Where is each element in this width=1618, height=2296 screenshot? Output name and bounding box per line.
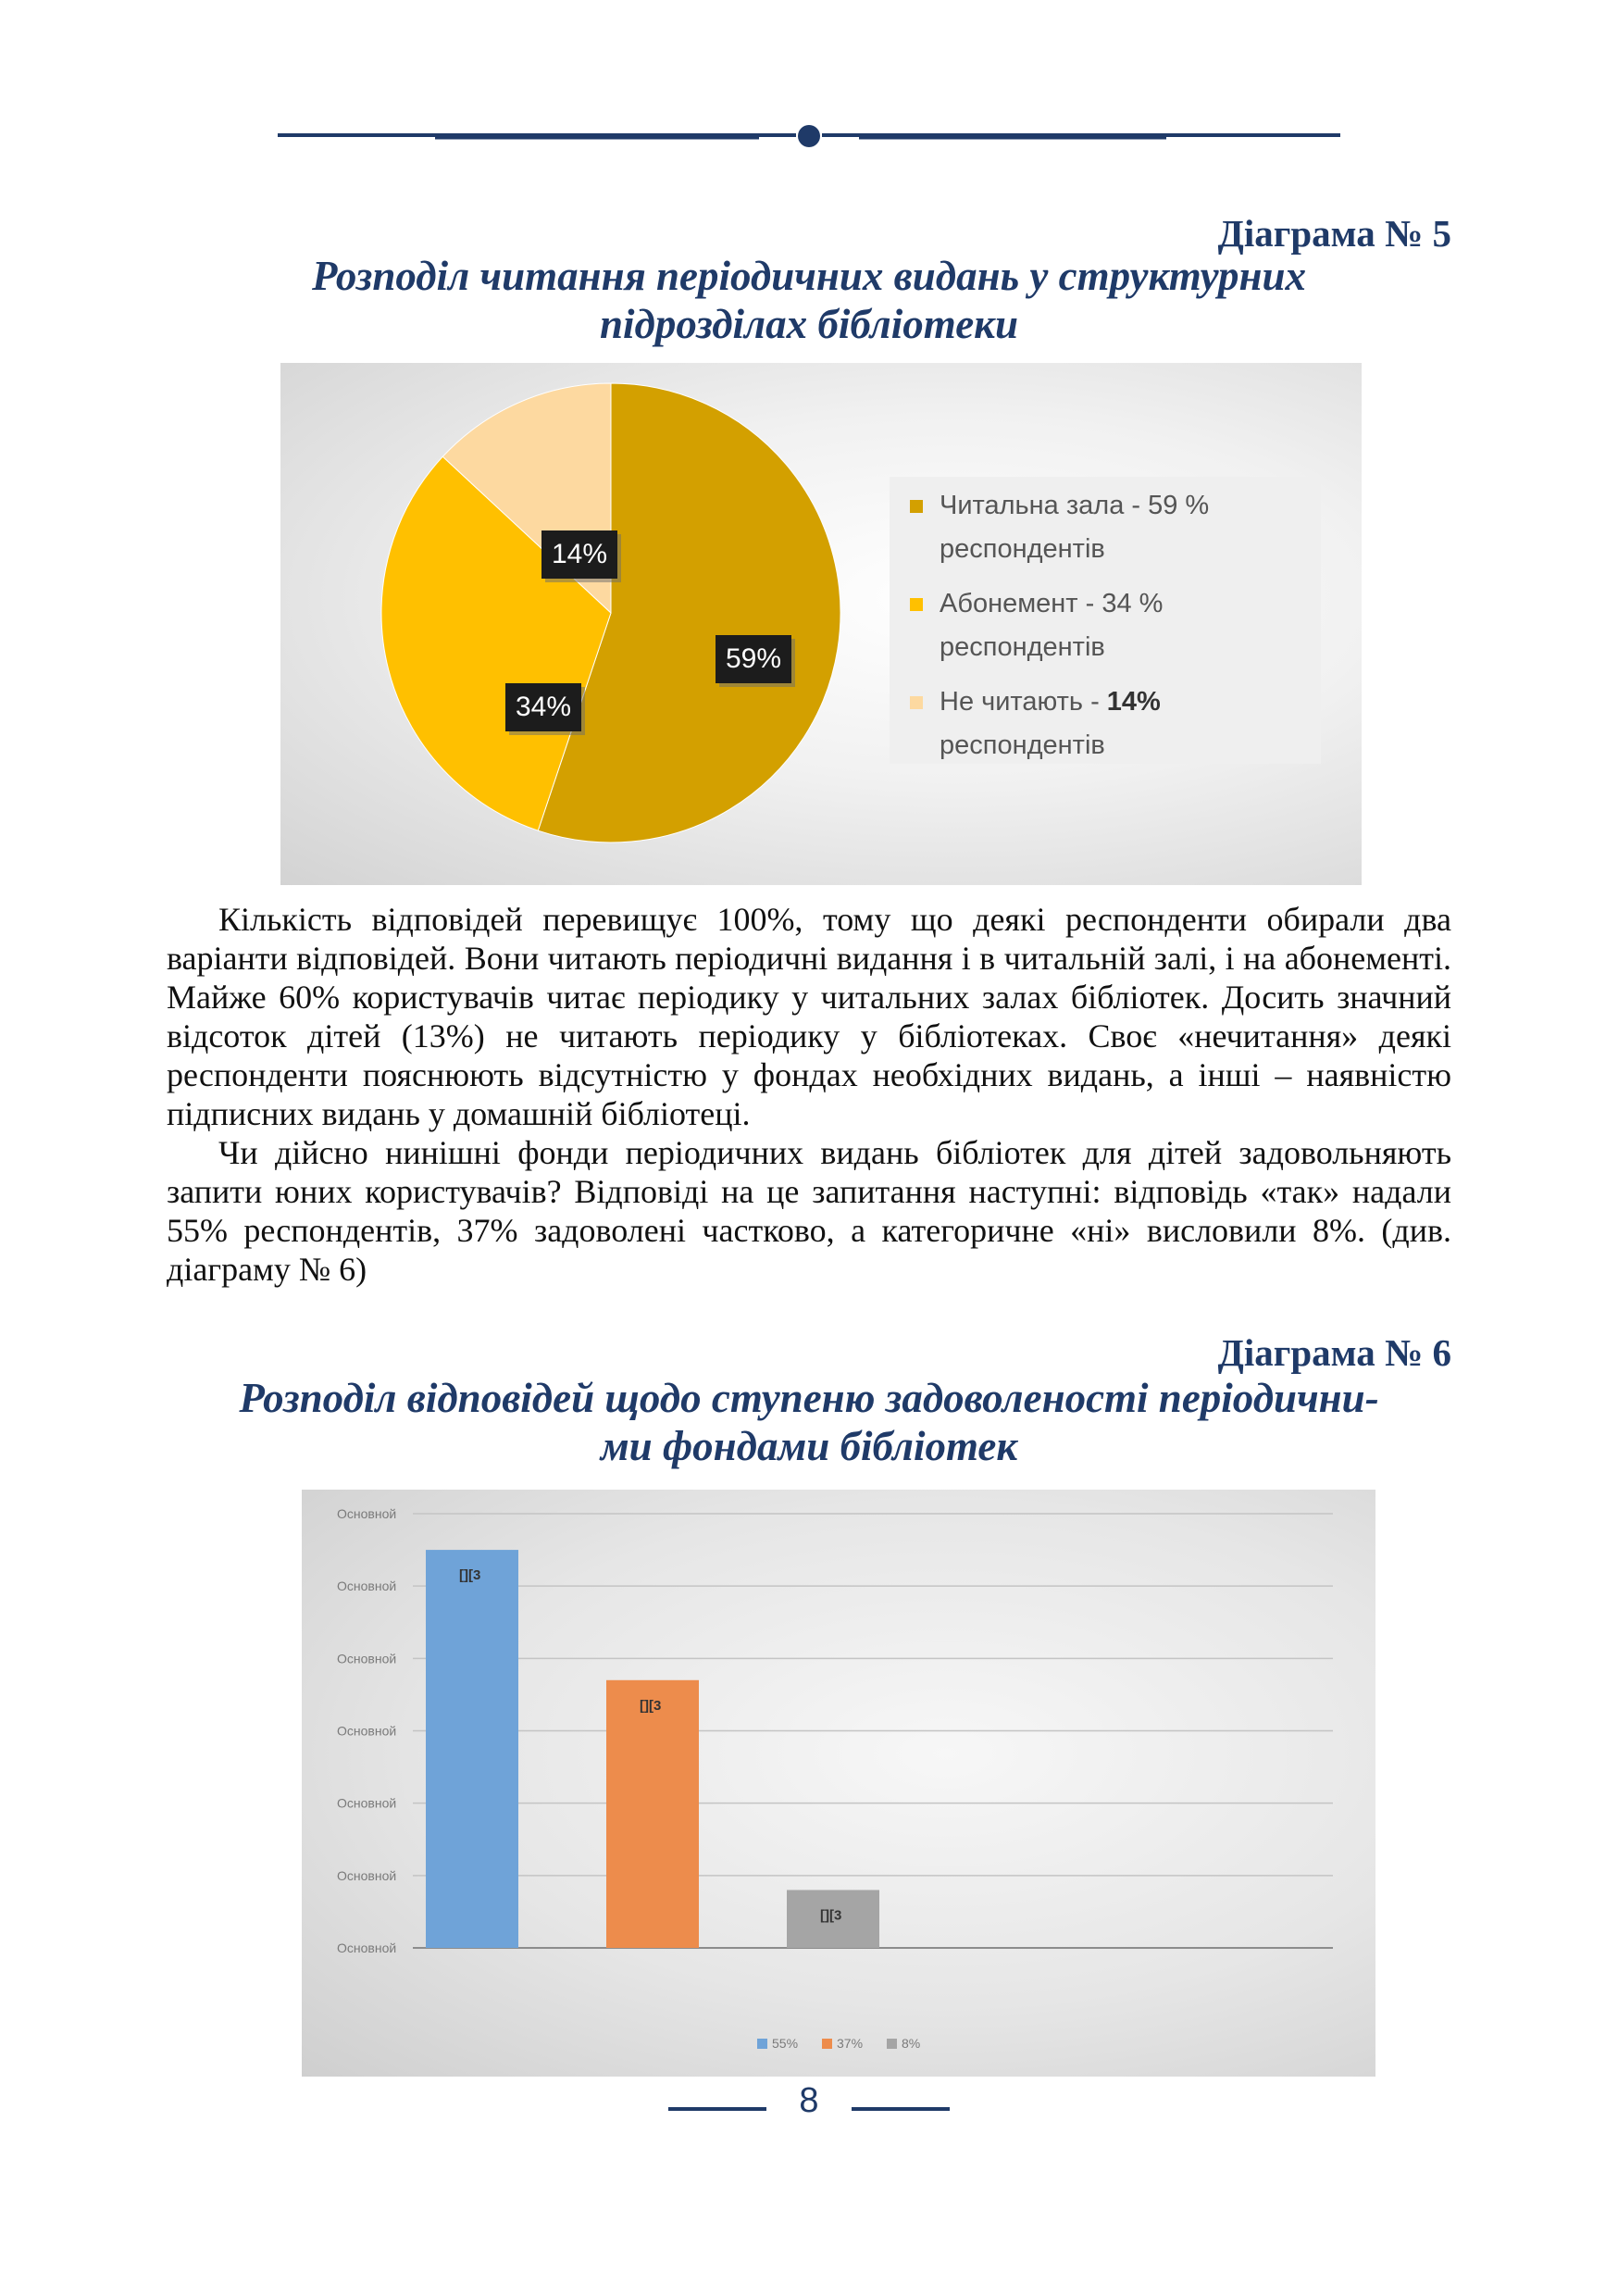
- bar-y-tick-label: Основной: [337, 1795, 397, 1811]
- bar-legend-label: 37%: [837, 2036, 864, 2051]
- bar-y-tick-label: Основной: [337, 1867, 397, 1883]
- bar-legend-label: 55%: [772, 2036, 799, 2051]
- pie-legend-line1: Абонемент - 34 %: [940, 589, 1164, 618]
- bar-data-label: [][3: [640, 1697, 662, 1714]
- header-ornament-dot: [798, 125, 820, 147]
- diagram5-title-line2: підрозділах бібліотеки: [600, 301, 1018, 347]
- pie-legend-text: [940, 582, 1291, 669]
- bar: [426, 1550, 518, 1948]
- pie-data-label-text: 34%: [515, 692, 572, 722]
- diagram5-title-line1: Розподіл читання періодичних видань у структурних: [312, 253, 1306, 299]
- pie-data-label: [505, 683, 585, 735]
- bar-chart: [302, 1490, 1375, 2077]
- bar-data-label: [][3: [459, 1567, 481, 1584]
- bar-y-tick-label: Основной: [337, 1723, 397, 1739]
- pie-data-label-text: 59%: [725, 643, 782, 674]
- pie-chart: [280, 363, 1362, 885]
- pie-legend-line2: респондентів: [940, 632, 1105, 662]
- bar-y-tick-label: Основной: [337, 1940, 397, 1955]
- diagram5-title: [167, 252, 1451, 348]
- diagram6-title-line1: Розподіл відповідей щодо ступеню задоволеності періодични-: [239, 1375, 1379, 1421]
- paragraph: Кількість відповідей перевищує 100%, тому що деякі респонденти обирали два варіанти відповідей. Вони читають періодичні видання і в читальній залі, і на абонементі. Майже 60% користувачів читає періодику у читальних залах бібліотек. Досить значний відсоток дітей (13%) не читають періодику у бібліотеках. Своє «нечитання» деякі респонденти пояснюють відсутністю у фондах необхідних видань, а інші – наявністю підписних видань у домашній бібліотеці.: [167, 901, 1451, 1132]
- header-ornament: [0, 0, 1618, 167]
- pie-legend-text: [940, 484, 1291, 571]
- bar-data-label: [][3: [820, 1907, 842, 1924]
- pie-legend-line2: респондентів: [940, 730, 1105, 760]
- bar-legend-label: 8%: [902, 2036, 921, 2051]
- pie-data-label: [716, 635, 795, 687]
- pie-legend-value: 14%: [1106, 687, 1161, 717]
- bar-y-tick-label: Основной: [337, 1578, 397, 1594]
- bar-y-tick-label: Основной: [337, 1651, 397, 1666]
- pie-legend-swatch: [910, 696, 923, 709]
- bar-legend-swatch: [822, 2039, 832, 2049]
- bar: [606, 1680, 699, 1948]
- diagram6-title: [167, 1374, 1451, 1470]
- pie-legend-line1: Читальна зала - 59 %: [940, 491, 1210, 520]
- bar-chart-svg: [302, 1490, 1375, 2077]
- bar-legend-swatch: [887, 2039, 897, 2049]
- pie-legend-swatch: [910, 598, 923, 611]
- diagram6-label: Діаграма № 6: [1217, 1331, 1451, 1374]
- bar-legend: [757, 2036, 920, 2051]
- bar-legend-swatch: [757, 2039, 767, 2049]
- pie-legend-line1: Не читають -: [940, 687, 1107, 717]
- paragraph: Чи дійсно нинішні фонди періодичних видань бібліотек для дітей задовольняють запити юних користувачів? Відповіді на це запитання наступні: відповідь «так» надали 55% респондентів, 37% задоволені частково, а категоричне «ні» висловили 8%. (див. діаграму № 6): [167, 1134, 1451, 1288]
- page-number: 8: [799, 2081, 819, 2120]
- body-text: [167, 900, 1451, 1289]
- pie-legend: [890, 477, 1321, 764]
- diagram6-title-line2: ми фондами бібліотек: [600, 1423, 1018, 1469]
- pie-legend-swatch: [910, 500, 923, 513]
- pie-legend-text: [940, 680, 1291, 767]
- pie-data-label-text: 14%: [551, 539, 608, 569]
- diagram5-label: Діаграма № 5: [1217, 212, 1451, 255]
- pie-data-label: [541, 530, 621, 582]
- bar-y-tick-label: Основной: [337, 1506, 397, 1521]
- pie-legend-line2: респондентів: [940, 534, 1105, 564]
